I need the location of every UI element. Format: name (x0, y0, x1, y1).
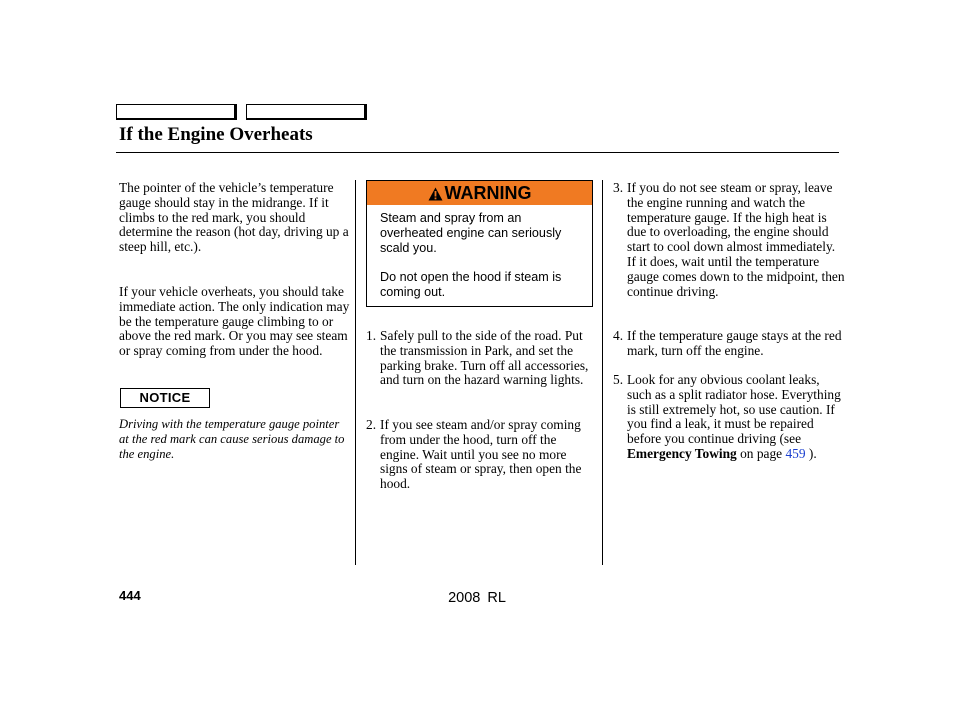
intro-paragraph: The pointer of the vehicle’s temperature gauge should stay in the midrange. If it climbs to the red mark, you should determine the reason (hot day, driving up a steep hill, etc.). (119, 180, 349, 255)
page-459-link[interactable]: 459 (785, 445, 806, 461)
warning-header (367, 181, 592, 205)
warning-triangle-icon (428, 183, 445, 203)
footer-model: 2008 RL (448, 590, 506, 606)
step-number: 2. (366, 417, 377, 432)
step-text-after: ). (805, 445, 817, 461)
step-text (613, 373, 845, 462)
step-number: 5. (613, 372, 624, 387)
step-4 (613, 329, 845, 359)
step-text: If the temperature gauge stays at the red mark, turn off the engine. (627, 328, 842, 358)
step-2 (366, 418, 592, 492)
warning-line-1: Steam and spray from an overheated engine can seriously scald you. (380, 211, 562, 255)
step-text: Safely pull to the side of the road. Put the transmission in Park, and set the parking brake. Turn off all accessories, and turn on the hazard warning lights. (380, 328, 589, 388)
step-text-before: Look for any obvious coolant leaks, such as a split radiator hose. Everything is still extremely hot, so use caution. If you find a leak, it must be repaired before you continue driving (see (627, 372, 841, 447)
step-5 (613, 373, 845, 462)
page-number: 444 (119, 588, 141, 603)
step-number: 3. (613, 180, 624, 195)
emergency-towing-reference: Emergency Towing (627, 445, 737, 461)
step-number: 4. (613, 328, 624, 343)
warning-label: WARNING (444, 183, 532, 203)
nav-tab-previous[interactable] (116, 104, 237, 120)
step-text-mid: on page (736, 445, 786, 461)
step-3 (613, 181, 845, 299)
title-divider (116, 152, 839, 153)
column-divider-1 (355, 180, 356, 565)
nav-tab-next[interactable] (246, 104, 367, 120)
action-paragraph: If your vehicle overheats, you should take immediate action. The only indication may be the temperature gauge climbing to or above the red mark. Or you may see steam or spray coming from under the hood. (119, 284, 350, 359)
warning-line-2: Do not open the hood if steam is coming out. (380, 270, 562, 300)
step-text: If you do not see steam or spray, leave the engine running and watch the temperature gauge. If the high heat is due to overloading, the engine should start to cool down almost immediately. If it does, wait until the temperature gauge comes down to the midpoint, then continue driving. (627, 180, 845, 299)
warning-box (366, 180, 593, 307)
page-title: If the Engine Overheats (119, 124, 313, 145)
notice-label: NOTICE (120, 388, 210, 408)
column-divider-2 (602, 180, 603, 565)
step-1 (366, 329, 592, 388)
notice-text: Driving with the temperature gauge pointer at the red mark can cause serious damage to the engine. (119, 417, 345, 461)
warning-body (367, 205, 592, 300)
step-text: If you see steam and/or spray coming from under the hood, turn off the engine. Wait until you see no more signs of steam or spray, then open the hood. (380, 417, 582, 492)
step-number: 1. (366, 328, 377, 343)
